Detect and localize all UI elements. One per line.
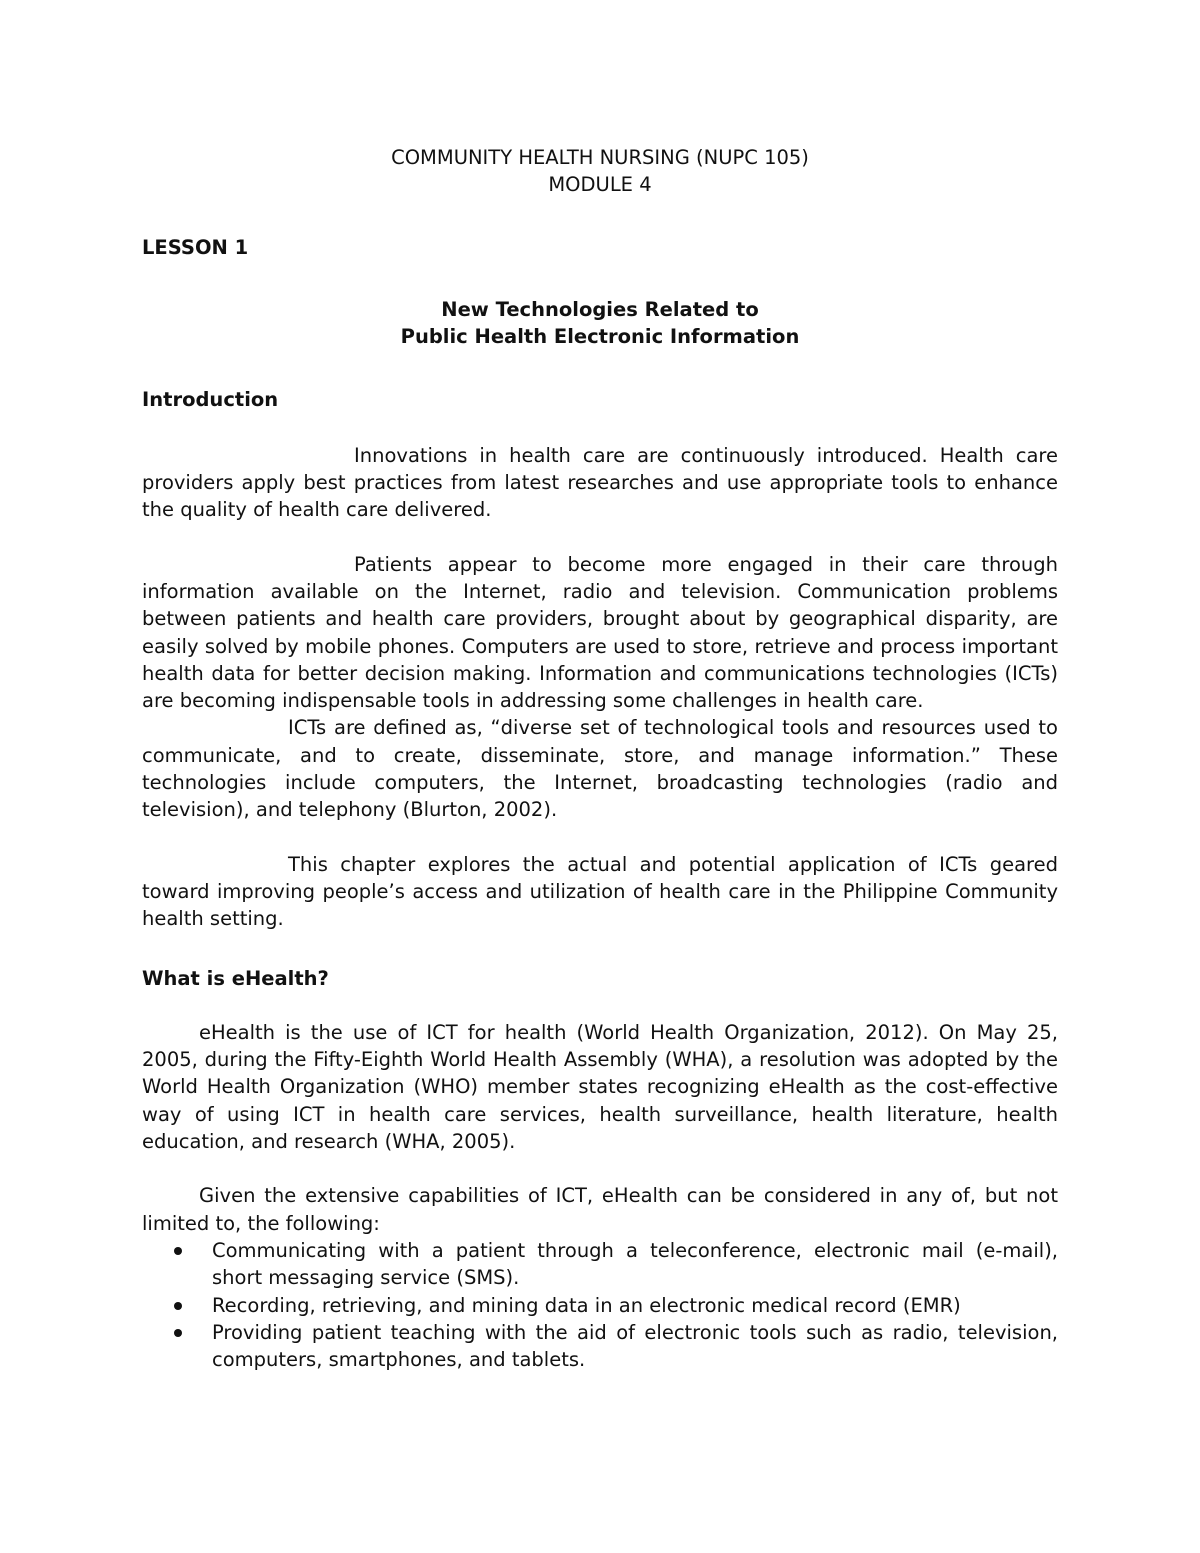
bullet-icon — [174, 1247, 182, 1255]
intro-paragraph: This chapter explores the actual and potential application of ICTs geared toward improving people’s access and utilization of health care in the Philippine Community health setting. — [142, 852, 1058, 931]
list-item — [212, 1319, 1058, 1374]
list-item — [212, 1237, 1058, 1292]
intro-paragraph: Patients appear to become more engaged in their care through information available on the Internet, radio and television. Communication problems between patients and health care providers, brought about by geographical disparity, are easily solved by mobile phones. Computers are used to store, retrieve and process important health data for better decision making. Information and communications technologies (ICTs) are becoming indispensable tools in addressing some challenges in health care. — [142, 552, 1058, 713]
document-page — [142, 140, 1058, 1373]
bullet-icon — [174, 1302, 182, 1310]
list-item-text: Recording, retrieving, and mining data in an electronic medical record (EMR) — [212, 1293, 961, 1317]
list-item — [212, 1292, 1058, 1319]
ehealth-heading: What is eHealth? — [142, 966, 329, 990]
ehealth-paragraph: eHealth is the use of ICT for health (World Health Organization, 2012). On May 25, 2005, during the Fifty-Eighth World Health Assembly (WHA), a resolution was adopted by the World Health Organization (WHO) member states recognizing eHealth as the cost-effective way of using ICT in health care services, health surveillance, health literature, health education, and research (WHA, 2005). — [142, 1020, 1058, 1154]
lesson-label: LESSON 1 — [142, 235, 249, 259]
ehealth-paragraph: Given the extensive capabilities of ICT, eHealth can be considered in any of, but not limited to, the following: — [142, 1184, 1058, 1235]
intro-paragraph: ICTs are defined as, “diverse set of technological tools and resources used to communicate, and to create, disseminate, store, and manage information.” These technologies include computers, the Internet, broadcasting technologies (radio and television), and telephony (Blurton, 2002). — [142, 716, 1058, 822]
list-item-text: Communicating with a patient through a teleconference, electronic mail (e-mail), short messaging service (SMS). — [212, 1238, 1058, 1290]
list-item-text: Providing patient teaching with the aid of electronic tools such as radio, television, computers, smartphones, and tablets. — [212, 1320, 1058, 1372]
course-title: COMMUNITY HEALTH NURSING (NUPC 105) — [391, 146, 809, 169]
introduction-heading: Introduction — [142, 388, 279, 412]
module-title: MODULE 4 — [548, 173, 652, 197]
ehealth-bullet-list — [142, 1237, 1058, 1373]
lesson-title-line-2: Public Health Electronic Information — [400, 325, 800, 349]
intro-paragraph: Innovations in health care are continuously introduced. Health care providers apply best practices from latest researches and use appropriate tools to enhance the quality of health care delivered. — [142, 443, 1058, 522]
lesson-title-line-1: New Technologies Related to — [441, 297, 759, 321]
bullet-icon — [174, 1329, 182, 1337]
